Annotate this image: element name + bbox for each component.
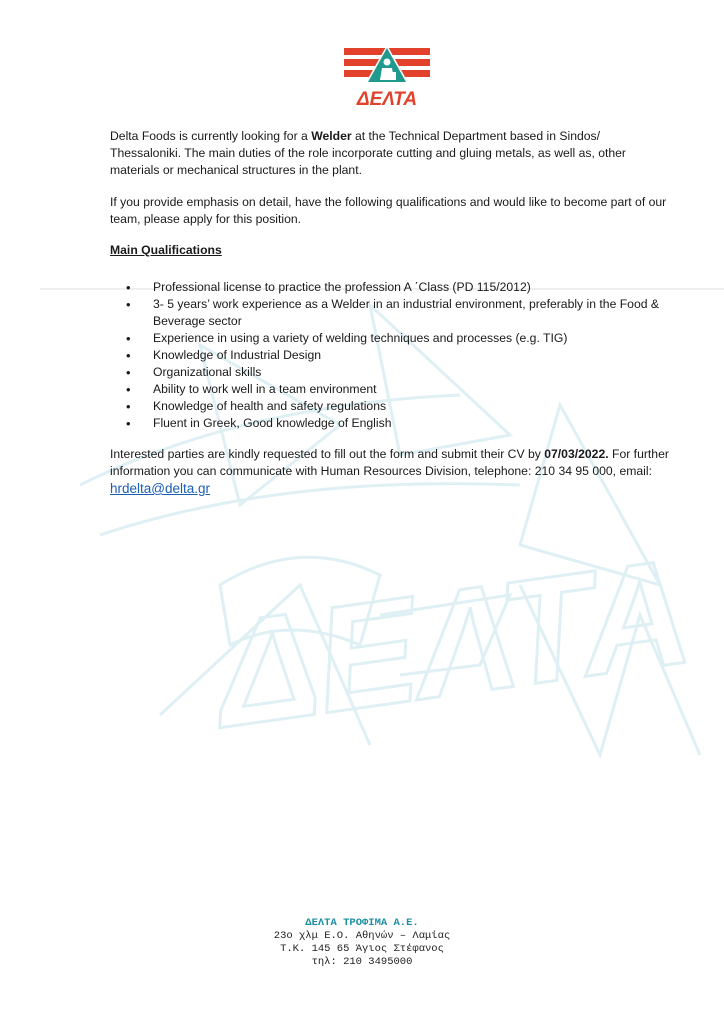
company-footer	[232, 917, 492, 969]
delta-logo-icon	[344, 44, 430, 108]
intro-paragraph: Delta Foods is currently looking for a Welder at the Technical Department based in Sindos/ Thessaloniki. The main duties of the role incorporate cutting and gluing metals, as well as, other materials or mechanical structures in the plant.	[110, 129, 626, 177]
deadline-date: 07/03/2022.	[544, 447, 609, 461]
list-item: • Knowledge of Industrial Design	[153, 347, 670, 364]
list-item: • Professional license to practice the profession A ΄Class (PD 115/2012)	[153, 279, 670, 296]
footer-address-line1: 23ο χλμ Ε.Ο. Αθηνών – Λαμίας	[273, 930, 451, 942]
footer-company-name: ΔΕΛΤΑ ΤΡΟΦΙΜΑ Α.Ε.	[305, 917, 419, 929]
list-item: • Organizational skills	[153, 364, 670, 381]
footer-phone: τηλ: 210 3495000	[311, 956, 413, 968]
qualifications-list	[110, 279, 670, 432]
email-link[interactable]: hrdelta@delta.gr	[110, 481, 211, 496]
brand-logo	[344, 44, 430, 108]
closing-paragraph: Interested parties are kindly requested to fill out the form and submit their CV by 07/03/2022. For further information you can communicate with Human Resources Division, telephone: 210 34 95 000, email: hrdelta@delta.gr	[110, 447, 669, 496]
job-posting	[110, 128, 670, 498]
footer-address-line2: Τ.Κ. 145 65 Άγιος Στέφανος	[280, 943, 444, 955]
qualifications-heading: Main Qualifications	[110, 243, 222, 257]
list-item: • Experience in using a variety of welding techniques and processes (e.g. TIG)	[153, 330, 670, 347]
logo-text: ΔΕΛΤΑ	[356, 89, 418, 108]
list-item: • Ability to work well in a team environment	[153, 381, 670, 398]
role-title: Welder	[311, 129, 352, 143]
list-item: • Fluent in Greek, Good knowledge of English	[153, 415, 670, 432]
list-item: • 3- 5 years’ work experience as a Welder in an industrial environment, preferably in the Food & Beverage sector	[153, 296, 670, 330]
invitation-paragraph: If you provide emphasis on detail, have the following qualifications and would like to become part of our team, please apply for this position.	[110, 195, 667, 226]
list-item: • Knowledge of health and safety regulations	[153, 398, 670, 415]
watermark-text: ΔΕΛΤΑ	[205, 526, 701, 759]
